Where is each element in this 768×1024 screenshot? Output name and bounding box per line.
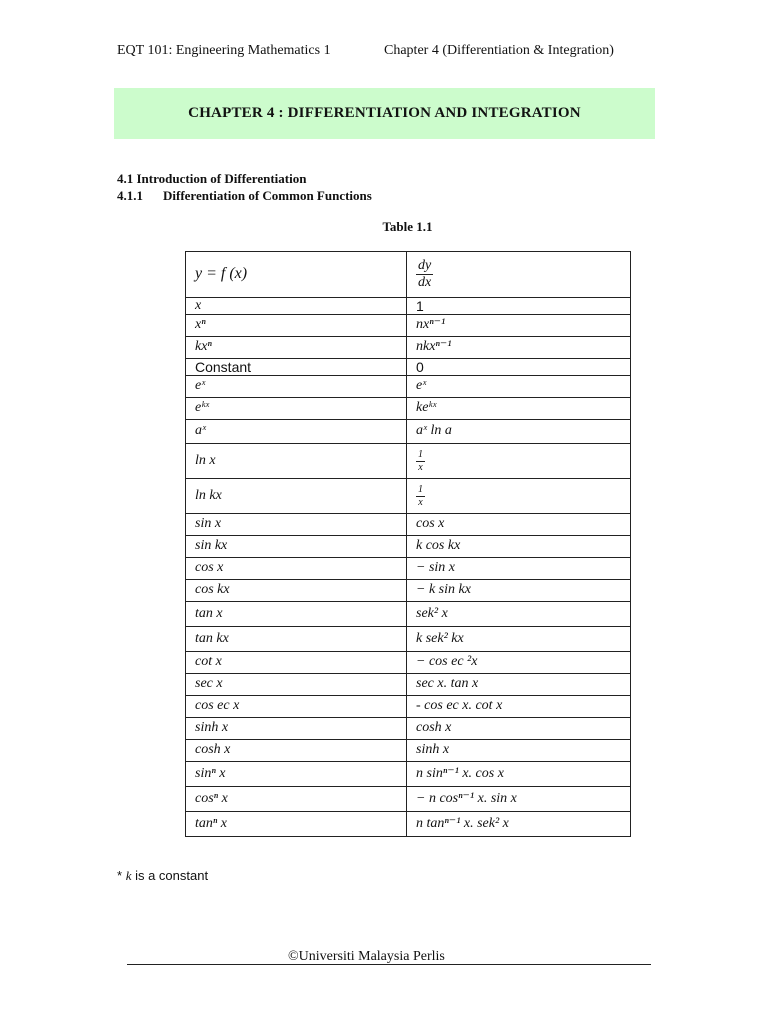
- derivative-cell: k cos kx: [407, 536, 631, 558]
- table-row: [186, 376, 631, 398]
- function-cell: x: [186, 298, 407, 315]
- table-row: [186, 536, 631, 558]
- table-row: [186, 787, 631, 812]
- derivative-cell: aˣ ln a: [407, 420, 631, 444]
- section-heading-4-1-1: [117, 188, 372, 204]
- function-cell: tanⁿ x: [186, 812, 407, 837]
- derivative-table: [185, 251, 631, 837]
- function-cell: kxⁿ: [186, 337, 407, 359]
- function-cell: tan kx: [186, 627, 407, 652]
- table-row: [186, 627, 631, 652]
- function-cell: cosⁿ x: [186, 787, 407, 812]
- derivative-cell: n sinⁿ⁻¹ x. cos x: [407, 762, 631, 787]
- function-cell: cos x: [186, 558, 407, 580]
- derivative-cell: 0: [407, 359, 631, 376]
- function-cell: xⁿ: [186, 315, 407, 337]
- fraction-denominator: x: [418, 496, 423, 508]
- derivative-cell: cosh x: [407, 718, 631, 740]
- table-row: [186, 580, 631, 602]
- footnote-k: k: [125, 868, 132, 883]
- header-course-title: EQT 101: Engineering Mathematics 1: [117, 43, 331, 58]
- table-row: [186, 762, 631, 787]
- table-row: [186, 696, 631, 718]
- table-row: [186, 674, 631, 696]
- derivative-cell: - cos ec x. cot x: [407, 696, 631, 718]
- fraction-numerator: 1: [418, 483, 423, 495]
- function-cell: cos kx: [186, 580, 407, 602]
- function-cell: eᵏˣ: [186, 398, 407, 420]
- table-row: [186, 652, 631, 674]
- header-derivative-cell: [407, 252, 631, 298]
- derivative-cell: nkxⁿ⁻¹: [407, 337, 631, 359]
- derivative-cell: − n cosⁿ⁻¹ x. sin x: [407, 787, 631, 812]
- footnote-star: *: [117, 868, 123, 883]
- table-row: [186, 718, 631, 740]
- derivative-cell: sinh x: [407, 740, 631, 762]
- table-header-row: [186, 252, 631, 298]
- function-cell: sec x: [186, 674, 407, 696]
- derivative-cell: cos x: [407, 514, 631, 536]
- header-function-cell: y = f (x): [186, 252, 407, 298]
- derivative-fraction: [416, 484, 425, 509]
- function-cell: tan x: [186, 602, 407, 627]
- function-cell: Constant: [186, 359, 407, 376]
- derivative-cell: − k sin kx: [407, 580, 631, 602]
- derivative-cell: sec x. tan x: [407, 674, 631, 696]
- function-cell: ln x: [186, 444, 407, 479]
- table-row: [186, 558, 631, 580]
- fraction-numerator: dy: [418, 257, 432, 273]
- table-row: [186, 812, 631, 837]
- function-cell: cot x: [186, 652, 407, 674]
- footer-copyright: ©Universiti Malaysia Perlis: [288, 949, 445, 964]
- function-cell: eˣ: [186, 376, 407, 398]
- table-row: [186, 514, 631, 536]
- table-row: [186, 315, 631, 337]
- chapter-banner: [114, 88, 655, 139]
- derivative-cell: sek² x: [407, 602, 631, 627]
- table-row: [186, 398, 631, 420]
- dy-dx-fraction: [416, 258, 433, 291]
- function-cell: cos ec x: [186, 696, 407, 718]
- derivative-cell: n tanⁿ⁻¹ x. sek² x: [407, 812, 631, 837]
- table-row: [186, 479, 631, 514]
- table-row: [186, 444, 631, 479]
- derivative-cell: − cos ec ²x: [407, 652, 631, 674]
- function-cell: ln kx: [186, 479, 407, 514]
- function-cell: sin kx: [186, 536, 407, 558]
- derivative-cell: [407, 444, 631, 479]
- table-caption: Table 1.1: [382, 219, 433, 234]
- table-row: [186, 602, 631, 627]
- function-cell: sinh x: [186, 718, 407, 740]
- section-number: 4.1.1: [117, 188, 143, 203]
- derivative-cell: [407, 479, 631, 514]
- function-cell: cosh x: [186, 740, 407, 762]
- footnote-text: is a constant: [131, 868, 209, 883]
- derivative-cell: keᵏˣ: [407, 398, 631, 420]
- table-row: [186, 359, 631, 376]
- footer-rule: [127, 964, 651, 965]
- derivative-cell: k sek² kx: [407, 627, 631, 652]
- derivative-cell: eˣ: [407, 376, 631, 398]
- function-cell: sinⁿ x: [186, 762, 407, 787]
- header-chapter-title: Chapter 4 (Differentiation & Integration): [384, 43, 614, 58]
- fraction-denominator: dx: [418, 275, 432, 290]
- chapter-title: CHAPTER 4 : DIFFERENTIATION AND INTEGRATION: [188, 105, 581, 121]
- section-heading-4-1: 4.1 Introduction of Differentiation: [117, 171, 307, 186]
- section-title: Differentiation of Common Functions: [163, 188, 372, 203]
- derivative-cell: 1: [407, 298, 631, 315]
- derivative-cell: nxⁿ⁻¹: [407, 315, 631, 337]
- table-row: [186, 337, 631, 359]
- table-row: [186, 740, 631, 762]
- derivative-cell: − sin x: [407, 558, 631, 580]
- table-row: [186, 298, 631, 315]
- fraction-numerator: 1: [418, 448, 423, 460]
- fraction-denominator: x: [418, 461, 423, 473]
- function-cell: aˣ: [186, 420, 407, 444]
- table-row: [186, 420, 631, 444]
- derivative-fraction: [416, 449, 425, 474]
- footnote: [117, 868, 208, 884]
- function-cell: sin x: [186, 514, 407, 536]
